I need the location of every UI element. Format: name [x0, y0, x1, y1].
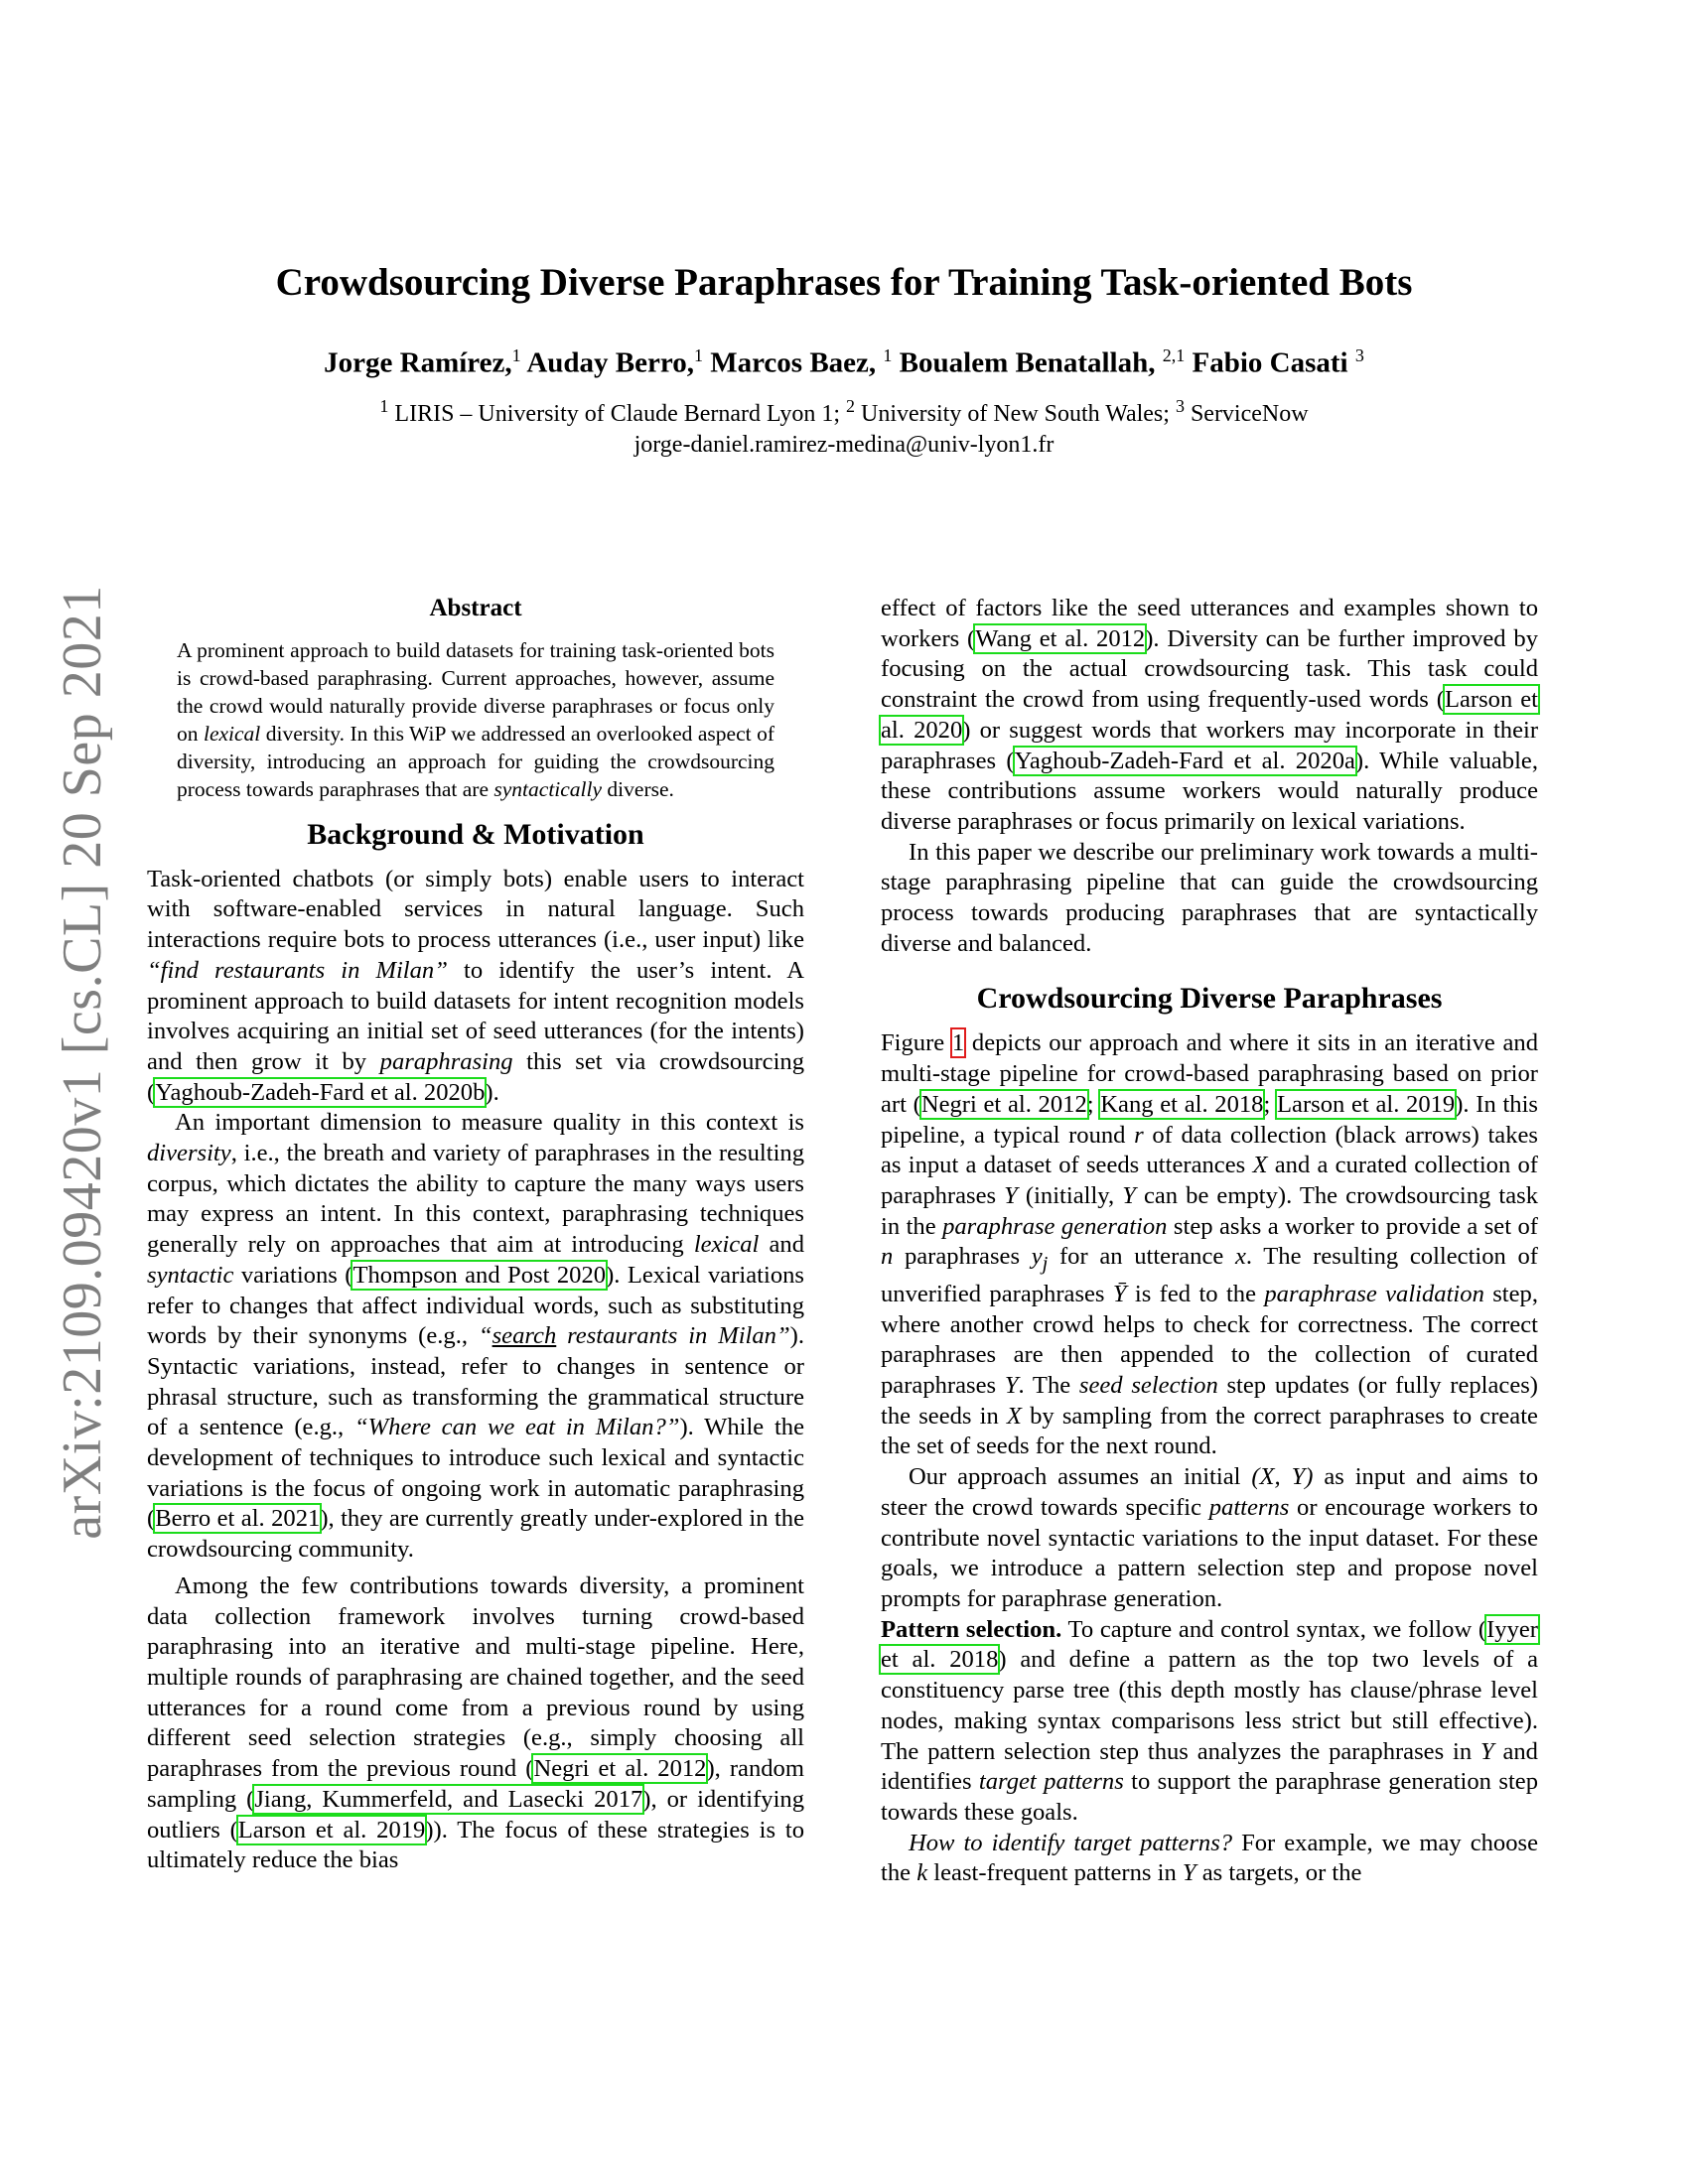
citation-link[interactable]: Larson et al. 2019 [237, 1816, 426, 1843]
citation-link[interactable]: Larson et al. 2019 [1277, 1090, 1456, 1118]
author-name: Jorge Ramírez, [324, 346, 512, 379]
section-heading-background: Background & Motivation [307, 817, 644, 851]
citation-link[interactable]: Negri et al. 2012 [920, 1090, 1087, 1118]
paragraph: Figure 1 depicts our approach and where it sits in an iterative and multi-stage pipeline for crowd-based paraphrasing based on prior art (Negri et al. 2012; Kang et al. 2018; Larson et al. 2019). In this pipeline, a typical round r of data collection (black arrows) takes as input a dataset of seeds utterances X and a curated collection of paraphrases Y (initially, Y can be empty). The crowdsourcing task in the paraphrase generation step asks a worker to provide a set of n paraphrases $y_j$ for an utterance x. The resulting collection of unverified paraphrases Ȳ is fed to the paraphrase validation step, where another crowd helps to check for correctness. The correct paraphrases are then appended to the collection of curated paraphrases Y. The seed selection step updates (or fully replaces) the seeds in X by sampling from the correct paraphrases to create the set of seeds for the next round. [881, 1029, 1539, 1460]
affiliations: $^1$ LIRIS – University of Claude Bernard Lyon 1; $^2$ University of New South Wales; $^3$ ServiceNow jorge-daniel.ramirez-medina@univ-lyon1.fr [379, 396, 1309, 458]
affiliation-3: ServiceNow [1190, 401, 1309, 427]
paragraph: Among the few contributions towards diversity, a prominent data collection framework involves turning crowd-based paraphrasing into an iterative and multi-stage pipeline. Here, multiple rounds of paraphrasing are chained together, and the seed utterances for a round come from a previous round by using different seed selection strategies (e.g., simply choosing all paraphrases from the previous round (Negri et al. 2012), random sampling (Jiang, Kummerfeld, and Lasecki 2017), or identifying outliers (Larson et al. 2019)). The focus of these strategies is to ultimately reduce the bias [147, 1571, 805, 1874]
author-affil-mark: 1 [883, 345, 893, 365]
arxiv-stamp [48, 586, 117, 1539]
citation-link[interactable]: Yaghoub-Zadeh-Fard et al. 2020a [1014, 747, 1355, 774]
paragraph: In this paper we describe our preliminary work towards a multi-stage paraphrasing pipeline that can guide the crowdsourcing process towards producing paraphrases that are syntactically diverse and balanced. [881, 838, 1538, 957]
author-affil-mark: 1 [693, 345, 703, 365]
author-affil-mark: 1 [511, 345, 521, 365]
paragraph: Task-oriented chatbots (or simply bots) enable users to interact with software-enabled services in natural language. Such interactions require bots to process utterances (i.e., user input) like “find restaurants in Milan” to identify the user’s intent. A prominent approach to build datasets for intent recognition models involves acquiring an initial set of seed utterances (for the intents) and then grow it by paraphrasing this set via crowdsourcing (Yaghoub-Zadeh-Fard et al. 2020b). [147, 865, 805, 1106]
author-name: Marcos Baez, [710, 346, 877, 379]
affiliation-2: University of New South Wales; [861, 401, 1170, 427]
section-heading-crowdsourcing: Crowdsourcing Diverse Paraphrases [976, 982, 1443, 1016]
arxiv-stamp-text: arXiv:2109.09420v1 [cs.CL] 20 Sep 2021 [52, 585, 114, 1540]
right-column [881, 594, 1538, 1889]
citation-link[interactable]: Berro et al. 2021 [155, 1505, 321, 1533]
author-affil-mark: 3 [1354, 345, 1364, 365]
paragraph: An important dimension to measure quality in this context is diversity, i.e., the breath and variety of paraphrases in the resulting corpus, which dictates the ability to capture the many ways users may express an intent. In this context, paraphrasing techniques generally rely on approaches that aim at introducing lexical and syntactic variations (Thompson and Post 2020). Lexical variations refer to changes that affect individual words, such as substituting words by their synonyms (e.g., “search restaurants in Milan”). Syntactic variations, instead, refer to changes in sentence or phrasal structure, such as transforming the grammatical structure of a sentence (e.g., “Where can we eat in Milan?”). While the development of techniques to introduce such lexical and syntactic variations is the focus of ongoing work in automatic paraphrasing (Berro et al. 2021), they are currently greatly under-explored in the crowdsourcing community. [147, 1109, 805, 1564]
citation-link[interactable]: Wang et al. 2012 [975, 624, 1146, 652]
paragraph-run-in-heading: Pattern selection. [881, 1615, 1062, 1643]
left-column [147, 594, 804, 1876]
citation-link[interactable]: Iyyer et al. 2018 [881, 1615, 1538, 1674]
citation-link[interactable]: Jiang, Kummerfeld, and Lasecki 2017 [254, 1785, 643, 1813]
paragraph: Our approach assumes an initial (X, Y) as input and aims to steer the crowd towards specific patterns or encourage workers to contribute novel syntactic variations to the input dataset. For these goals, we introduce a pattern selection step and propose novel prompts for paraphrase generation. [881, 1463, 1538, 1612]
author-name: Boualem Benatallah, [899, 346, 1156, 379]
figure-ref-link[interactable]: 1 [951, 1029, 965, 1057]
author-name: Auday Berro, [526, 346, 694, 379]
abstract-heading: Abstract [429, 595, 522, 621]
author-email[interactable]: jorge-daniel.ramirez-medina@univ-lyon1.fr [633, 432, 1055, 458]
citation-link[interactable]: Yaghoub-Zadeh-Fard et al. 2020b [155, 1078, 486, 1106]
paragraph: How to identify target patterns? For example, we may choose the k least-frequent patterns in Y as targets, or the [881, 1829, 1538, 1887]
author-list [149, 345, 1539, 380]
paragraph: Pattern selection. To capture and control syntax, we follow (Iyyer et al. 2018) and define a pattern as the top two levels of a constituency parse tree (this depth mostly has clause/phrase level nodes, making syntax comparisons less strict but still effective). The pattern selection step thus analyzes the paraphrases in Y and identifies target patterns to support the paraphrase generation step towards these goals. [881, 1615, 1538, 1826]
citation-link[interactable]: Kang et al. 2018 [1100, 1090, 1264, 1118]
citation-link[interactable]: Negri et al. 2012 [533, 1755, 707, 1783]
paper-title: Crowdsourcing Diverse Paraphrases for Training Task-oriented Bots [275, 261, 1413, 304]
author-affil-mark: 2,1 [1162, 345, 1186, 365]
citation-link[interactable]: Larson et al. 2020 [881, 686, 1538, 744]
paragraph: effect of factors like the seed utterances and examples shown to workers (Wang et al. 2012). Diversity can be further improved by focusing on the actual crowdsourcing task. This task could constraint the crowd from using frequently-used words (Larson et al. 2020) or suggest words that workers may incorporate in their paraphrases (Yaghoub-Zadeh-Fard et al. 2020a). While valuable, these contributions assume workers would naturally produce diverse paraphrases or focus primarily on lexical variations. [881, 595, 1539, 835]
affiliation-1: LIRIS – University of Claude Bernard Lyon 1; [394, 401, 841, 427]
abstract-text: A prominent approach to build datasets for training task-oriented bots is crowd-based paraphrasing. Current approaches, however, assume the crowd would naturally provide diverse paraphrases or focus only on lexical diversity. In this WiP we addressed an overlooked aspect of diversity, introducing an approach for guiding the crowdsourcing process towards paraphrases that are syntactically diverse. [177, 637, 774, 801]
citation-link[interactable]: Thompson and Post 2020 [352, 1261, 607, 1289]
author-name: Fabio Casati [1192, 346, 1348, 379]
